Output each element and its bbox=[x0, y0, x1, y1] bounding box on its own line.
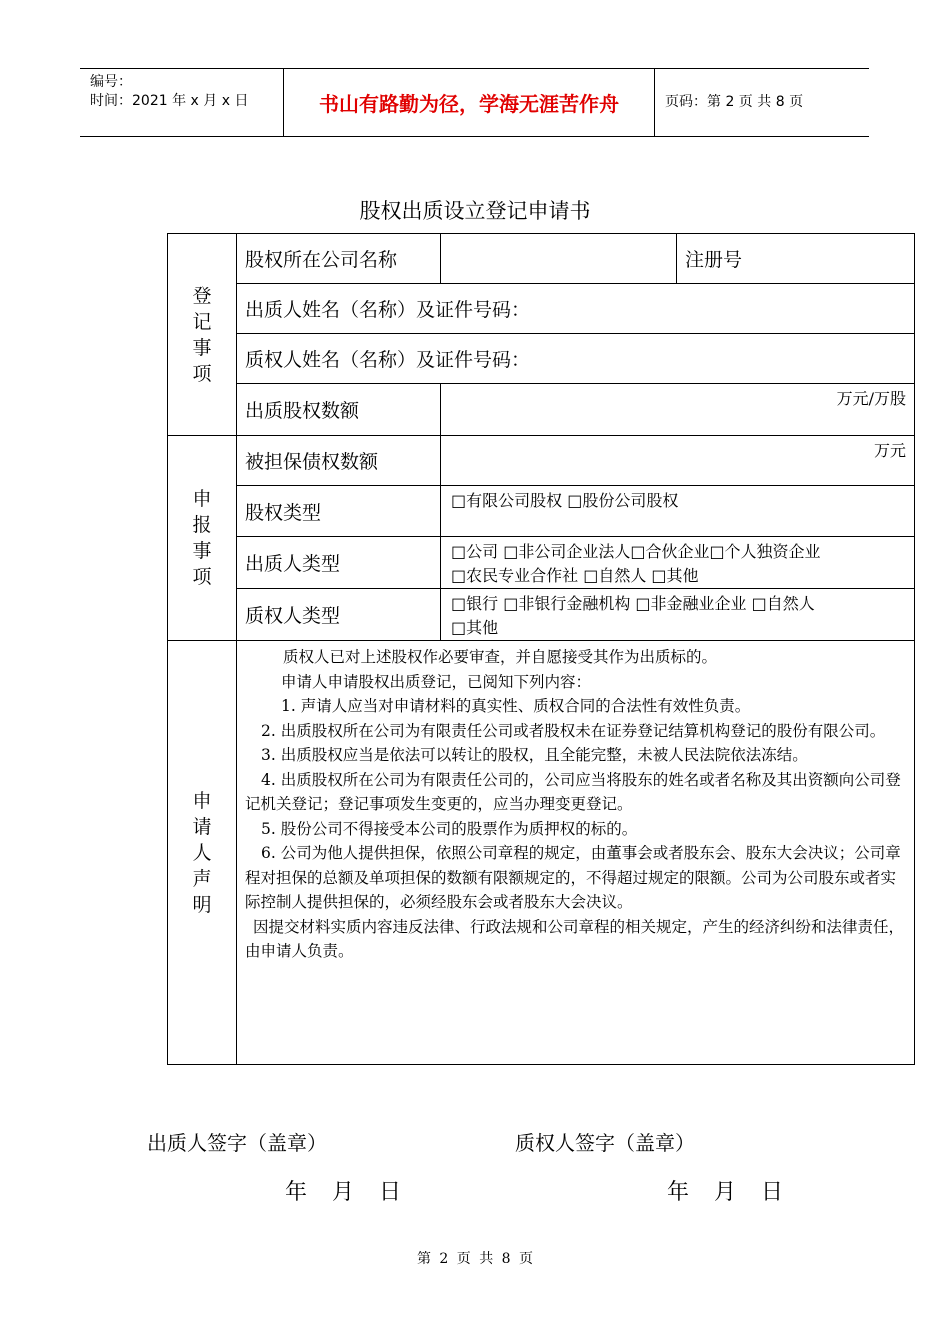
reg-no-label: 注册号 bbox=[677, 234, 915, 284]
page-footer: 第 2 页 共 8 页 bbox=[416, 1251, 534, 1267]
equity-type-options[interactable]: □有限公司股权 □股份公司股权 bbox=[441, 486, 915, 537]
application-form bbox=[167, 233, 915, 1065]
header-motto: 书山有路勤为径，学海无涯苦作舟 bbox=[319, 92, 619, 116]
pledgee-type-options[interactable]: □银行 □非银行金融机构 □非金融业企业 □自然人 □其他 bbox=[441, 589, 915, 641]
debt-field[interactable] bbox=[441, 436, 915, 486]
equity-amount-label: 出质股权数额 bbox=[237, 384, 441, 436]
pledgee-type-label: 质权人类型 bbox=[237, 589, 441, 641]
pledgor-signature-label: 出质人签字（盖章） bbox=[147, 1131, 327, 1155]
debt-unit: 万元 bbox=[873, 441, 906, 460]
pledgee-label: 质权人姓名（名称）及证件号码： bbox=[237, 334, 915, 384]
statement-item: 2. 出质股权所在公司为有限责任公司或者股权未在证券登记结算机构登记的股份有限公司。 bbox=[261, 721, 886, 740]
number-label: 编号： bbox=[90, 74, 132, 90]
document-header bbox=[80, 68, 869, 137]
equity-amount-unit: 万元/万股 bbox=[836, 389, 906, 408]
header-page-info: 页码：第 2 页 共 8 页 bbox=[665, 94, 804, 110]
header-meta bbox=[90, 73, 248, 111]
statement-item: 5. 股份公司不得接受本公司的股票作为质押权的标的。 bbox=[261, 819, 638, 838]
equity-amount-field[interactable] bbox=[441, 384, 915, 436]
statement-item: 3. 出质股权应当是依法可以转让的股权，且全能完整，未被人民法院依法冻结。 bbox=[261, 746, 808, 764]
page-title: 股权出质设立登记申请书 bbox=[359, 199, 591, 223]
statement-item: 1. 声请人应当对申请材料的真实性、质权合同的合法性有效性负责。 bbox=[281, 697, 751, 715]
company-name-label: 股权所在公司名称 bbox=[237, 234, 441, 284]
statement-item: 6. 公司为他人提供担保，依照公司章程的规定，由董事会或者股东会、股东大会决议；公司章程对担保的总额及单项担保的数额有限额规定的，不得超过规定的限额。公司为公司股东或者实际控制人提供担保的，必须经股东会或者股东大会决议。 bbox=[245, 844, 901, 911]
pledgor-type-label: 出质人类型 bbox=[237, 537, 441, 589]
header-divider bbox=[654, 69, 655, 136]
debt-label: 被担保债权数额 bbox=[237, 436, 441, 486]
pledgor-type-options[interactable]: □公司 □非公司企业法人□合伙企业□个人独资企业 □农民专业合作社 □自然人 □其他 bbox=[441, 537, 915, 589]
statement-text bbox=[237, 641, 915, 1065]
statement-para: 因提交材料实质内容违反法律、行政法规和公司章程的相关规定，产生的经济纠纷和法律责任，由申请人负责。 bbox=[245, 917, 905, 960]
company-name-field[interactable] bbox=[441, 234, 677, 284]
pledgee-date: 年 月 日 bbox=[667, 1180, 783, 1205]
time-line: 时间：2021 年 x 月 x 日 bbox=[90, 93, 249, 109]
section-registration: 登记事项 bbox=[168, 234, 237, 436]
statement-item: 4. 出质股权所在公司为有限责任公司的，公司应当将股东的姓名或者名称及其出资额向公司登记机关登记；登记事项发生变更的，应当办理变更登记。 bbox=[245, 770, 901, 813]
statement-para: 质权人已对上述股权作必要审查，并自愿接受其作为出质标的。 bbox=[283, 648, 718, 666]
equity-type-label: 股权类型 bbox=[237, 486, 441, 537]
pledgor-date: 年 月 日 bbox=[285, 1180, 401, 1205]
statement-para: 申请人申请股权出质登记，已阅知下列内容： bbox=[281, 672, 592, 691]
pledgee-signature-label: 质权人签字（盖章） bbox=[515, 1131, 695, 1155]
pledgor-label: 出质人姓名（名称）及证件号码： bbox=[237, 284, 915, 334]
section-declaration: 申报事项 bbox=[168, 436, 237, 641]
section-statement: 申请人声明 bbox=[168, 641, 237, 1065]
